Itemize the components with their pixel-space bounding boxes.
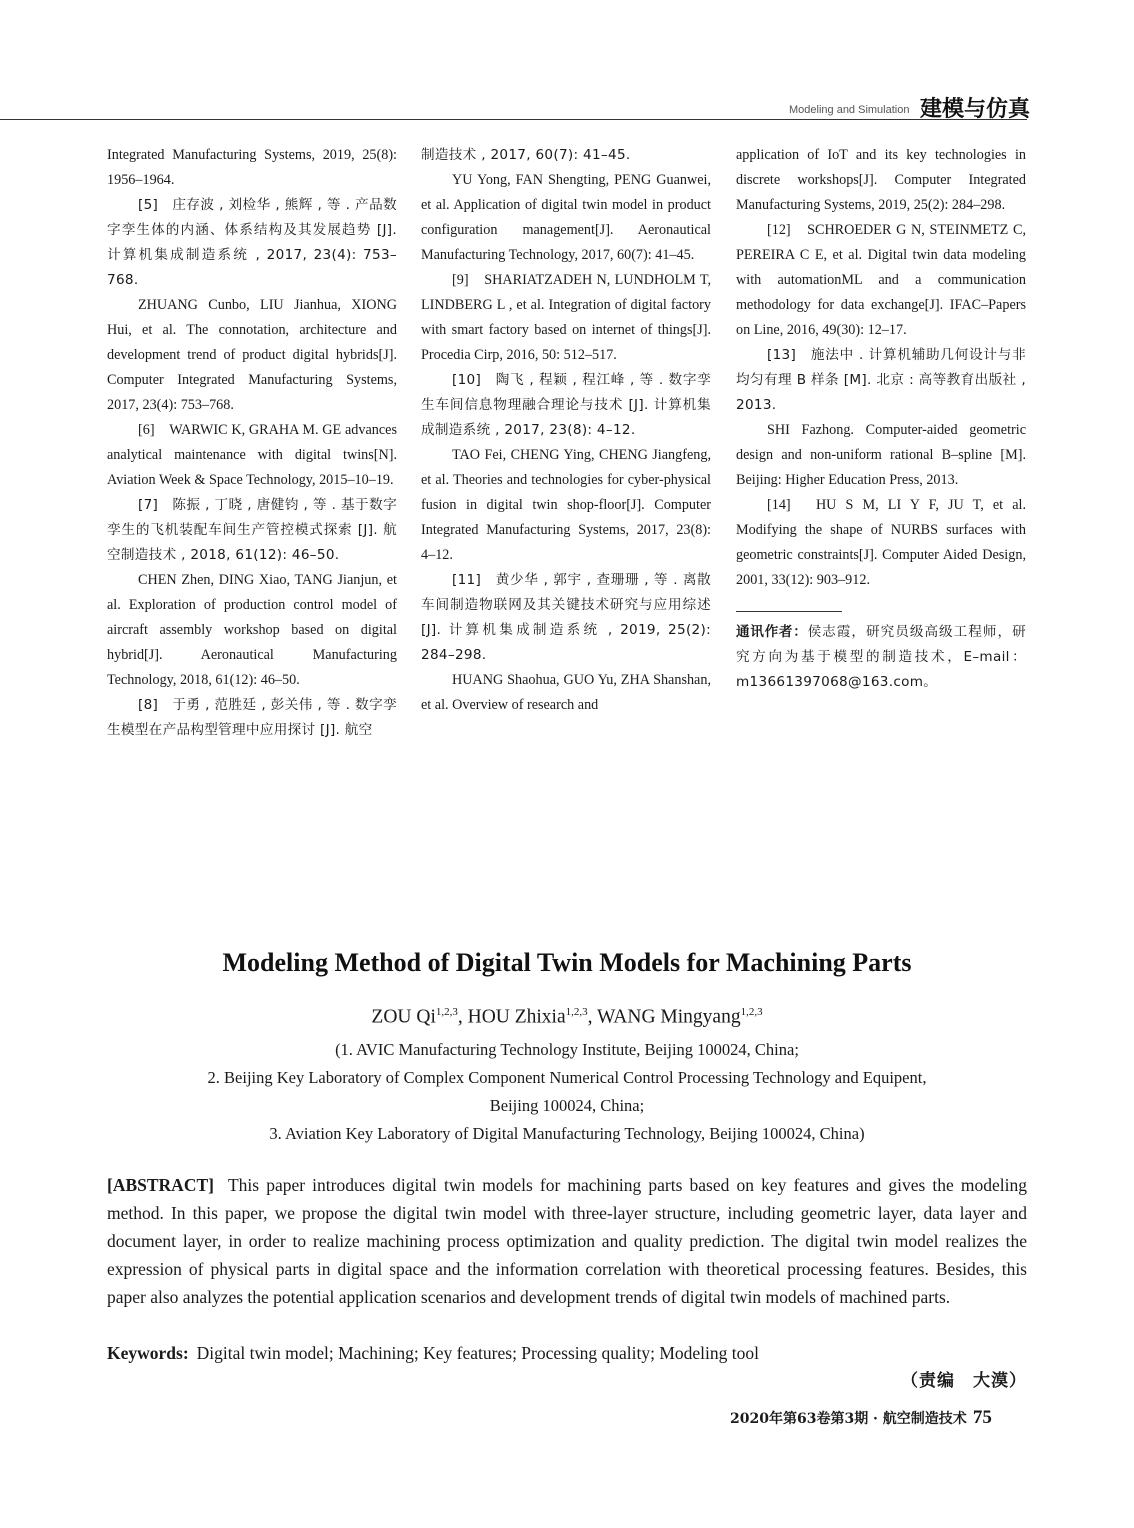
reference-paragraph: CHEN Zhen, DING Xiao, TANG Jianjun, et al. Exploration of production control model of aircraft assembly workshop based on digital hybrid[J]. Aeronautical Manufacturing Technology, 2018, 61(12): 46–50. — [107, 572, 397, 688]
reference-paragraph: [5] 庄存波 , 刘检华 , 熊辉 , 等 . 产品数字孪生体的内涵、体系结构及其发展趋势 [J]. 计算机集成制造系统 , 2017, 23(4): 753–768. — [107, 197, 397, 288]
footer-journal: 2020年第63卷第3期 · 航空制造技术 — [730, 1411, 967, 1427]
keywords-text: Digital twin model; Machining; Key features; Processing quality; Modeling tool — [196, 1343, 759, 1363]
corresponding-author-note — [736, 620, 1026, 695]
reference-paragraph: TAO Fei, CHENG Ying, CHENG Jiangfeng, et al. Theories and technologies for cyber-physical fusion in digital twin shop-floor[J]. Computer Integrated Manufacturing Systems, 2017, 23(8): 4–12. — [421, 447, 711, 563]
header-section-cn: 建模与仿真 — [920, 96, 1031, 122]
abstract — [107, 1171, 1027, 1311]
reference-paragraph: [8] 于勇 , 范胜廷 , 彭关伟 , 等 . 数字孪生模型在产品构型管理中应用探讨 [J]. 航空 — [107, 697, 397, 738]
reference-paragraph: [7] 陈振 , 丁晓 , 唐健钧 , 等 . 基于数字孪生的飞机装配车间生产管控模式探索 [J]. 航空制造技术 , 2018, 61(12): 46–50. — [107, 497, 397, 563]
affiliation-line: Beijing 100024, China; — [489, 1096, 645, 1115]
reference-paragraph: application of IoT and its key technologies in discrete workshops[J]. Computer Integrated Manufacturing Systems, 2019, 25(2): 284–298. — [736, 147, 1026, 213]
author-affil-sup: 1,2,3 — [740, 1006, 763, 1018]
author-affil-sup: 1,2,3 — [565, 1006, 588, 1018]
english-authors: ZOU Qi$^{1,2,3}$, HOU Zhixia$^{1,2,3}$, WANG Mingyang$^{1,2,3}$ — [371, 1006, 763, 1028]
reference-column-3 — [736, 143, 1026, 695]
reference-list — [736, 143, 1026, 593]
reference-column-2 — [421, 143, 711, 718]
author-name: WANG Mingyang — [597, 1006, 741, 1028]
abstract-text: This paper introduces digital twin models for machining parts based on key features and gives the modeling method. In this paper, we propose the digital twin model with three-layer structure, including geometric layer, data layer and document layer, in order to realize machining process optimization and quality prediction. The digital twin model realizes the expression of physical parts in digital space and the information correlation with theoretical processing features. Besides, this paper also analyzes the potential application scenarios and development trends of digital twin models of machined parts. — [107, 1175, 1027, 1307]
keywords-label: Keywords: — [107, 1343, 189, 1363]
abstract-label: [ABSTRACT] — [107, 1175, 214, 1195]
affiliation-line: (1. AVIC Manufacturing Technology Institute, Beijing 100024, China; — [335, 1040, 799, 1059]
keywords — [107, 1339, 1027, 1367]
reference-paragraph: [12] SCHROEDER G N, STEINMETZ C, PEREIRA C E, et al. Digital twin data modeling with automationML and a communication methodology for data exchange[J]. IFAC–Papers on Line, 2016, 49(30): 12–17. — [736, 222, 1026, 338]
author-name: HOU Zhixia — [467, 1006, 566, 1028]
reference-paragraph: Integrated Manufacturing Systems, 2019, 25(8): 1956–1964. — [107, 147, 397, 188]
reference-paragraph: HUANG Shaohua, GUO Yu, ZHA Shanshan, et al. Overview of research and — [421, 672, 711, 713]
author-note-divider — [736, 611, 842, 612]
reference-paragraph: 制造技术 , 2017, 60(7): 41–45. — [421, 147, 631, 163]
affiliation-line: 2. Beijing Key Laboratory of Complex Component Numerical Control Processing Technology and Equipent, — [207, 1068, 927, 1087]
author-note-label: 通讯作者： — [736, 624, 808, 640]
author-name: ZOU Qi — [371, 1006, 436, 1028]
reference-paragraph: [10] 陶飞 , 程颖 , 程江峰 , 等 . 数字孪生车间信息物理融合理论与技术 [J]. 计算机集成制造系统 , 2017, 23(8): 4–12. — [421, 372, 711, 438]
reference-column-1 — [107, 143, 397, 743]
reference-paragraph: [11] 黄少华 , 郭宇 , 查珊珊 , 等 . 离散车间制造物联网及其关键技术研究与应用综述 [J]. 计算机集成制造系统 , 2019, 25(2): 284–298. — [421, 572, 711, 663]
affiliation-line: 3. Aviation Key Laboratory of Digital Manufacturing Technology, Beijing 100024, China) — [269, 1124, 865, 1143]
author-note-text: 侯志霞，研究员级高级工程师，研究方向为基于模型的制造技术，E–mail：m13661397068@163.com。 — [736, 624, 1027, 690]
reference-paragraph: [14] HU S M, LI Y F, JU T, et al. Modifying the shape of NURBS surfaces with geometric constraints[J]. Computer Aided Design, 2001, 33(12): 903–912. — [736, 497, 1026, 588]
english-title: Modeling Method of Digital Twin Models for Machining Parts — [222, 948, 912, 977]
header-section-en: Modeling and Simulation — [789, 104, 910, 116]
author-affil-sup: 1,2,3 — [435, 1006, 458, 1018]
reference-paragraph: [13] 施法中 . 计算机辅助几何设计与非均匀有理 B 样条 [M]. 北京 : 高等教育出版社 , 2013. — [736, 347, 1026, 413]
reference-paragraph: ZHUANG Cunbo, LIU Jianhua, XIONG Hui, et al. The connotation, architecture and development trend of product digital hybrids[J]. Computer Integrated Manufacturing Systems, 2017, 23(4): 753–768. — [107, 297, 397, 413]
reference-paragraph: [6] WARWIC K, GRAHA M. GE advances analytical maintenance with digital twins[N]. Aviation Week & Space Technology, 2015–10–19. — [107, 422, 397, 488]
reference-paragraph: [9] SHARIATZADEH N, LUNDHOLM T, LINDBERG L , et al. Integration of digital factory with smart factory based on internet of things[J]. Procedia Cirp, 2016, 50: 512–517. — [421, 272, 711, 363]
page-number: 75 — [972, 1407, 992, 1428]
reference-paragraph: SHI Fazhong. Computer-aided geometric design and non-uniform rational B–spline [M]. Beijing: Higher Education Press, 2013. — [736, 422, 1026, 488]
editor-credit: （责编 大漠） — [901, 1371, 1027, 1391]
header-rule — [0, 119, 1027, 120]
reference-paragraph: YU Yong, FAN Shengting, PENG Guanwei, et al. Application of digital twin model in product configuration management[J]. Aeronautical Manufacturing Technology, 2017, 60(7): 41–45. — [421, 172, 711, 263]
page-footer — [730, 1407, 992, 1429]
